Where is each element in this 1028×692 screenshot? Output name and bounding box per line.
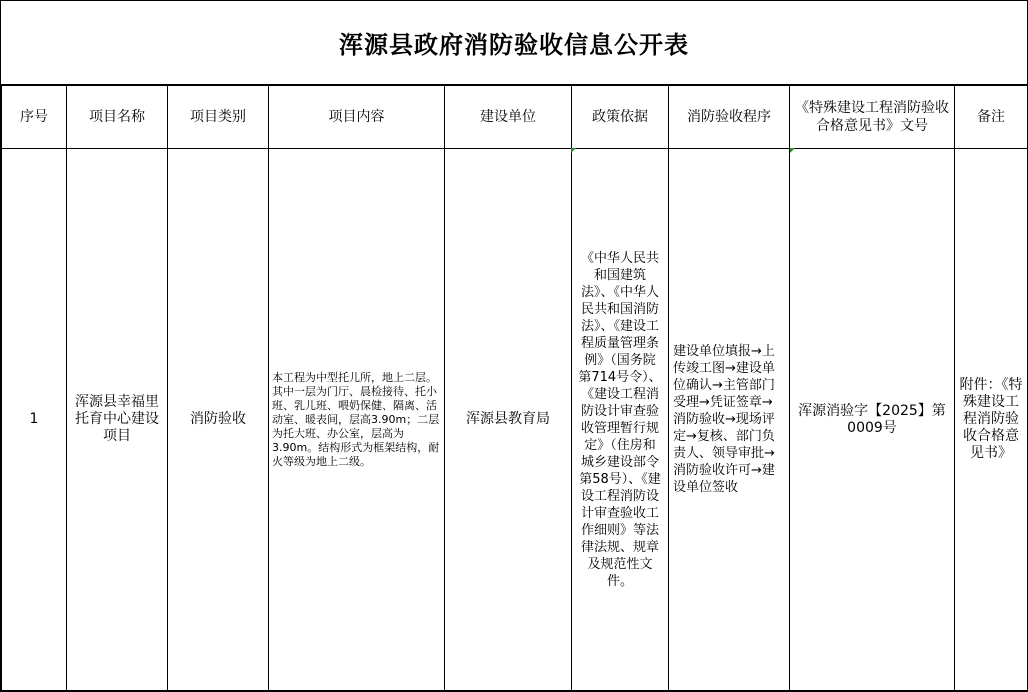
cell-index: 1 bbox=[2, 149, 67, 691]
header-project-name: 项目名称 bbox=[67, 86, 168, 149]
header-category: 项目类别 bbox=[168, 86, 269, 149]
header-content: 项目内容 bbox=[269, 86, 445, 149]
header-doc-number: 《特殊建设工程消防验收合格意见书》文号 bbox=[790, 86, 955, 149]
header-row bbox=[2, 86, 1028, 149]
cell-remark: 附件：《特殊建设工程消防验收合格意见书》 bbox=[955, 149, 1028, 691]
header-policy: 政策依据 bbox=[572, 86, 669, 149]
cell-project-name: 浑源县幸福里托育中心建设项目 bbox=[67, 149, 168, 691]
header-procedure: 消防验收程序 bbox=[669, 86, 790, 149]
cell-procedure: 建设单位填报→上传竣工图→建设单位确认→主管部门受理→凭证签章→消防验收→现场评定→复核、部门负责人、领导审批→消防验收许可→建设单位签收 bbox=[669, 149, 790, 691]
table-row bbox=[2, 149, 1028, 691]
comment-marker-policy bbox=[571, 148, 576, 153]
policy-text: 《中华人民共和国建筑法》、《中华人民共和国消防法》、《建设工程质量管理条例》（国务院第714号令）、《建设工程消防设计审查验收管理暂行规定》（住房和城乡建设部令第58号）、《建设工程消防设计审查验收工作细则》等法律法规、规章及规范性文件。 bbox=[578, 250, 662, 589]
cell-category: 消防验收 bbox=[168, 149, 269, 691]
page-title: 浑源县政府消防验收信息公开表 bbox=[1, 1, 1027, 85]
cell-content: 本工程为中型托儿所，地上二层。其中一层为门厅、晨检接待、托小班、乳儿班、喂奶保健、隔离、活动室、暖表间，层高3.90m；二层为托大班、办公室，层高为3.90m。结构形式为框架结构，耐火等级为地上二级。 bbox=[269, 149, 445, 691]
header-remark: 备注 bbox=[955, 86, 1028, 149]
comment-marker-doc-number bbox=[790, 148, 795, 153]
header-builder: 建设单位 bbox=[445, 86, 572, 149]
cell-builder: 浑源县教育局 bbox=[445, 149, 572, 691]
cell-doc-number: 浑源消验字【2025】第0009号 bbox=[790, 149, 955, 691]
header-index: 序号 bbox=[2, 86, 67, 149]
disclosure-table bbox=[1, 85, 1028, 691]
cell-policy bbox=[572, 149, 669, 691]
